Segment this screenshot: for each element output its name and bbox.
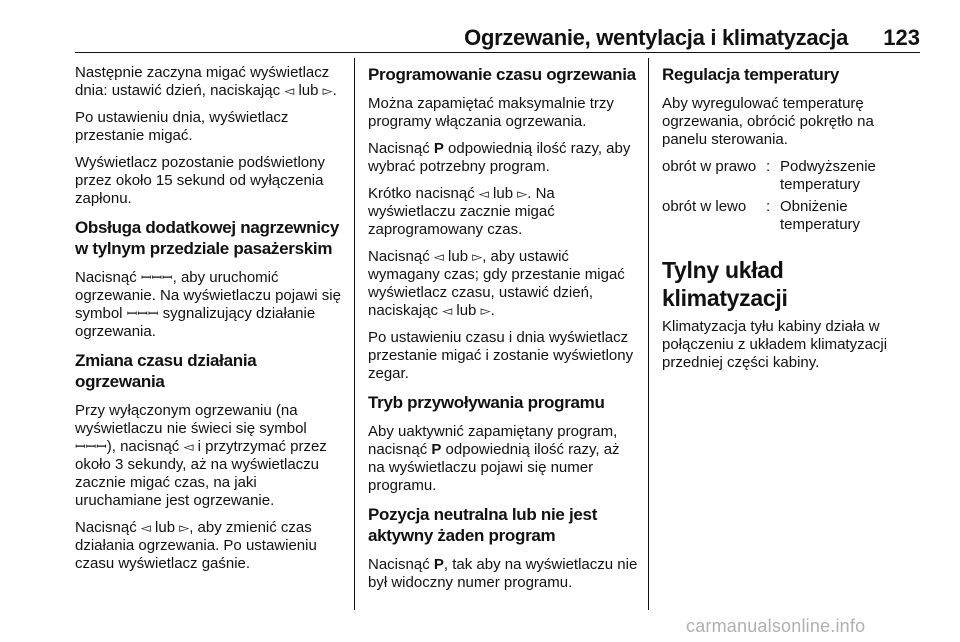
- table-row: [662, 158, 912, 198]
- column-3: [662, 64, 912, 381]
- heading-recall: Tryb przywoływania programu: [368, 393, 605, 412]
- table-cell-result: Obniżenie temperatury: [780, 198, 861, 233]
- page-number: 123: [883, 25, 920, 50]
- paragraph-hold: Przy wyłączonym ogrzewaniu (na wyświetlaczu nie świeci się symbol ꟷꟷꟷ), nacisnąć ◅ i przytrzymać przez około 3 sekundy, aż na wyświetlaczu zacznie migać czas, na jaki uruchamiane jest ogrzewanie.: [75, 402, 327, 509]
- left-arrow-icon: ◅: [433, 249, 444, 264]
- paragraph-rear-ac: Klimatyzacja tyłu kabiny działa w połączeniu z układem klimatyzacji przedniej części kabiny.: [662, 318, 888, 371]
- left-arrow-icon: ◅: [442, 303, 453, 318]
- table-cell-result: Podwyższenie temperatury: [780, 158, 876, 193]
- paragraph-aux-start: Nacisnąć ꟷꟷꟷ, aby uruchomić ogrzewanie. Na wyświetlaczu pojawi się symbol ꟷꟷꟷ sygnalizujący działanie ogrzewania.: [75, 269, 341, 340]
- temperature-table: [662, 158, 912, 238]
- heading-aux-heater: Obsługa dodatkowej nagrzewnicy w tylnym przedziale pasażerskim: [75, 218, 339, 258]
- paragraph-recall: Aby uaktywnić zapamiętany program, nacisnąć P odpowiednią ilość razy, aż na wyświetlaczu pojawi się numer programu.: [368, 423, 620, 494]
- paragraph-three-programs: Można zapamiętać maksymalnie trzy programy włączania ogrzewania.: [368, 95, 614, 130]
- p-key-label: P: [431, 441, 442, 458]
- heading-change-time: Zmiana czasu działania ogrzewania: [75, 351, 257, 391]
- right-arrow-icon: ▻: [480, 303, 491, 318]
- heater-icon: ꟷꟷꟷ: [126, 306, 159, 321]
- paragraph-select-program: Nacisnąć P odpowiednią ilość razy, aby wybrać potrzebny program.: [368, 140, 631, 175]
- right-arrow-icon: ▻: [472, 249, 483, 264]
- paragraph-day-stop: Po ustawieniu dnia, wyświetlacz przestanie migać.: [75, 109, 289, 144]
- heading-programming: Programowanie czasu ogrzewania: [368, 65, 636, 84]
- paragraph-neutral: Nacisnąć P, tak aby na wyświetlaczu nie był widoczny numer programu.: [368, 556, 638, 591]
- p-key-label: P: [433, 556, 444, 573]
- column-2: [368, 64, 638, 601]
- column-1: [75, 64, 345, 582]
- chapter-title: Ogrzewanie, wentylacja i klimatyzacja: [464, 25, 848, 50]
- table-cell-separator: :: [766, 158, 771, 175]
- paragraph-set-time: Nacisnąć ◅ lub ▻, aby ustawić wymagany czas; gdy przestanie migać wyświetlacz czasu, ustawić dzień, naciskając ◅ lub ▻.: [368, 248, 625, 319]
- paragraph-short-press: Krótko nacisnąć ◅ lub ▻. Na wyświetlaczu zacznie migać zaprogramowany czas.: [368, 185, 555, 238]
- table-cell-action: obrót w lewo: [662, 198, 747, 215]
- left-arrow-icon: ◅: [140, 520, 151, 535]
- paragraph-temperature: Aby wyregulować temperaturę ogrzewania, obrócić pokrętło na panelu sterowania.: [662, 95, 874, 148]
- column-divider-1: [354, 58, 355, 610]
- p-key-label: P: [433, 140, 444, 157]
- heading-rear-ac: Tylny układ klimatyzacji: [662, 257, 788, 311]
- table-cell-separator: :: [766, 198, 771, 215]
- paragraph-day-set: Następnie zaczyna migać wyświetlacz dnia: ustawić dzień, naciskając ◅ lub ▻.: [75, 64, 337, 99]
- header-divider: [75, 52, 920, 53]
- page-header: [0, 0, 960, 56]
- heater-icon: ꟷꟷꟷ: [75, 439, 107, 454]
- right-arrow-icon: ▻: [179, 520, 190, 535]
- paragraph-backlight: Wyświetlacz pozostanie podświetlony przez około 15 sekund od wyłączenia zapłonu.: [75, 154, 325, 207]
- table-cell-action: obrót w prawo: [662, 158, 757, 175]
- heading-temperature: Regulacja temperatury: [662, 65, 839, 84]
- table-row: [662, 198, 912, 238]
- right-arrow-icon: ▻: [322, 83, 333, 98]
- right-arrow-icon: ▻: [517, 186, 528, 201]
- left-arrow-icon: ◅: [478, 186, 489, 201]
- left-arrow-icon: ◅: [183, 439, 194, 454]
- watermark: carmanualsonline.info: [686, 616, 866, 636]
- heater-icon: ꟷꟷꟷ: [140, 270, 173, 285]
- paragraph-clock-shown: Po ustawieniu czasu i dnia wyświetlacz przestanie migać i zostanie wyświetlony zegar.: [368, 329, 634, 382]
- column-divider-2: [648, 58, 649, 610]
- heading-neutral: Pozycja neutralna lub nie jest aktywny żaden program: [368, 505, 598, 545]
- left-arrow-icon: ◅: [284, 83, 295, 98]
- paragraph-change-duration: Nacisnąć ◅ lub ▻, aby zmienić czas działania ogrzewania. Po ustawieniu czasu wyświetlacz gaśnie.: [75, 519, 317, 572]
